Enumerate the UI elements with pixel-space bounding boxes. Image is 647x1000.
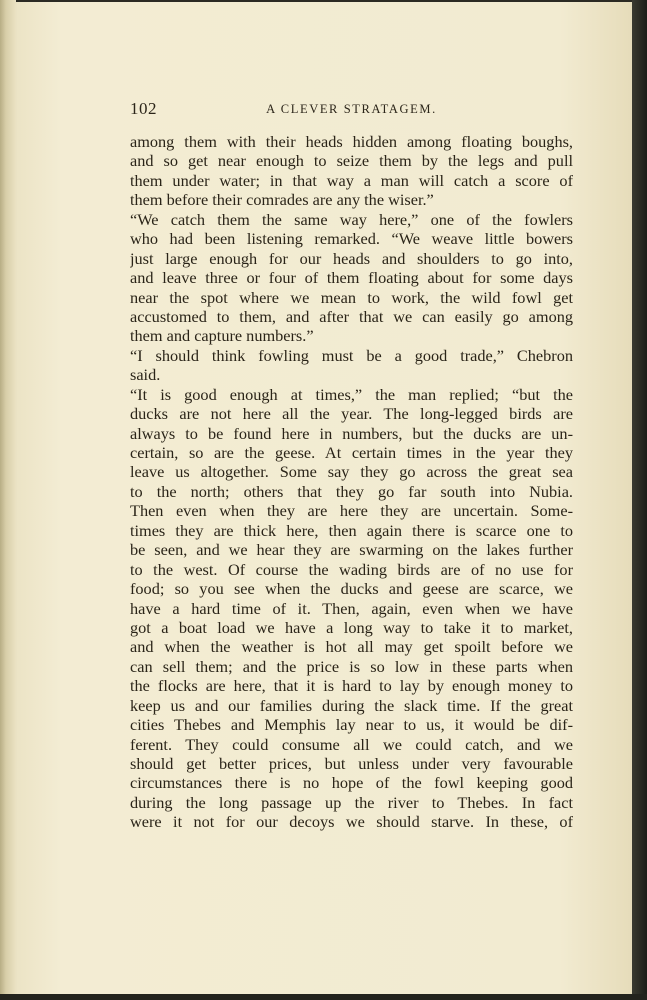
text-line: who had been listening remarked. “We weave little bowers xyxy=(130,229,573,249)
text-line: them and capture numbers.” xyxy=(130,326,314,346)
running-head: A CLEVER STRATAGEM. xyxy=(266,102,437,116)
text-line: Then even when they are here they are uncertain. Some- xyxy=(130,501,573,521)
text-line: the flocks are here, that it is hard to lay by enough money to xyxy=(130,676,573,696)
text-line: times they are thick here, then again there is scarce one to xyxy=(130,520,573,540)
text-line: among them with their heads hidden among floating boughs, xyxy=(130,132,573,151)
text-line: during the long passage up the river to Thebes. In fact xyxy=(130,792,573,812)
text-line: and so get near enough to seize them by the legs and pull xyxy=(130,151,573,171)
text-line: them before their comrades are any the wiser.” xyxy=(130,190,434,210)
text-line: were it not for our decoys we should starve. In these, of xyxy=(130,812,573,832)
text-line: be seen, and we hear they are swarming on the lakes further xyxy=(130,540,573,560)
text-line: and when the weather is hot all may get spoilt before we xyxy=(130,637,573,657)
text-line: “I should think fowling must be a good trade,” Chebron xyxy=(130,345,573,365)
text-line: should get better prices, but unless under very favourable xyxy=(130,754,573,773)
book-edge-bottom xyxy=(0,994,647,1000)
text-line: near the spot where we mean to work, the wild fowl get xyxy=(130,287,573,307)
book-edge-right xyxy=(632,0,647,1000)
text-line: keep us and our families during the slack time. If the great xyxy=(130,695,573,715)
text-line: said. xyxy=(130,365,161,385)
text-line: them under water; in that way a man will catch a score of xyxy=(130,170,573,190)
text-line: accustomed to them, and after that we can easily go among xyxy=(130,306,573,326)
text-line: circumstances there is no hope of the fowl keeping good xyxy=(130,773,573,793)
text-line: have a hard time of it. Then, again, even when we have xyxy=(130,598,573,618)
text-line: certain, so are the geese. At certain times in the year they xyxy=(130,443,573,462)
text-line: leave us altogether. Some say they go across the great sea xyxy=(130,462,573,482)
text-line: always to be found here in numbers, but the ducks are un- xyxy=(130,423,573,443)
text-line: got a boat load we have a long way to take it to market, xyxy=(130,617,573,637)
text-line: can sell them; and the price is so low in these parts when xyxy=(130,656,573,676)
text-line: “It is good enough at times,” the man replied; “but the xyxy=(130,384,573,404)
text-line: and leave three or four of them floating about for some days xyxy=(130,268,573,288)
text-line: to the north; others that they go far south into Nubia. xyxy=(130,481,573,501)
page-number: 102 xyxy=(130,99,157,118)
text-line: ferent. They could consume all we could catch, and we xyxy=(130,734,573,754)
text-line: ducks are not here all the year. The long-legged birds are xyxy=(130,404,573,424)
text-line: cities Thebes and Memphis lay near to us, it would be dif- xyxy=(130,715,573,735)
page-header xyxy=(130,99,573,121)
text-line: “We catch them the same way here,” one of the fowlers xyxy=(130,209,573,229)
body-text xyxy=(130,132,573,832)
text-line: to the west. Of course the wading birds are of no use for xyxy=(130,559,573,579)
text-line: food; so you see when the ducks and geese are scarce, we xyxy=(130,579,573,599)
page-gutter xyxy=(0,0,16,994)
text-line: just large enough for our heads and shoulders to go into, xyxy=(130,248,573,268)
